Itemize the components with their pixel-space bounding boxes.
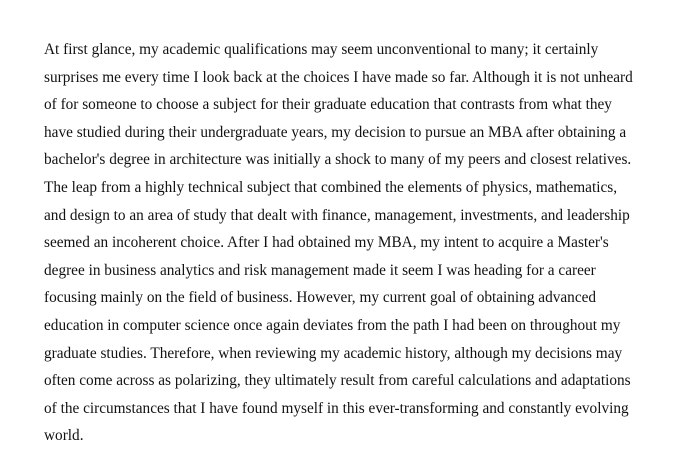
- document-page: [44, 36, 694, 450]
- paragraph-line: world.: [44, 427, 84, 445]
- paragraph-line: degree in business analytics and risk management made it seem I was heading for a career: [44, 261, 596, 279]
- paragraph-line: The leap from a highly technical subject that combined the elements of physics, mathematics,: [44, 178, 618, 196]
- paragraph-line: bachelor's degree in architecture was initially a shock to many of my peers and closest relatives.: [44, 151, 632, 169]
- paragraph-line: and design to an area of study that dealt with finance, management, investments, and leadership: [44, 206, 630, 224]
- paragraph-line: focusing mainly on the field of business. However, my current goal of obtaining advanced: [44, 289, 597, 307]
- essay-paragraph: [44, 36, 694, 450]
- paragraph-line: education in computer science once again deviates from the path I had been on throughout my: [44, 316, 621, 334]
- paragraph-line: of the circumstances that I have found myself in this ever-transforming and constantly evolving: [44, 399, 629, 417]
- paragraph-line: seemed an incoherent choice. After I had obtained my MBA, my intent to acquire a Master's: [44, 234, 609, 252]
- paragraph-line: graduate studies. Therefore, when reviewing my academic history, although my decisions may: [44, 344, 623, 362]
- paragraph-line: surprises me every time I look back at the choices I have made so far. Although it is not unheard: [44, 68, 633, 86]
- paragraph-line: have studied during their undergraduate years, my decision to pursue an MBA after obtaining a: [44, 123, 627, 141]
- paragraph-line: At first glance, my academic qualifications may seem unconventional to many; it certainly: [44, 41, 599, 58]
- paragraph-line: often come across as polarizing, they ultimately result from careful calculations and adaptations: [44, 372, 631, 390]
- paragraph-line: of for someone to choose a subject for their graduate education that contrasts from what they: [44, 96, 612, 114]
